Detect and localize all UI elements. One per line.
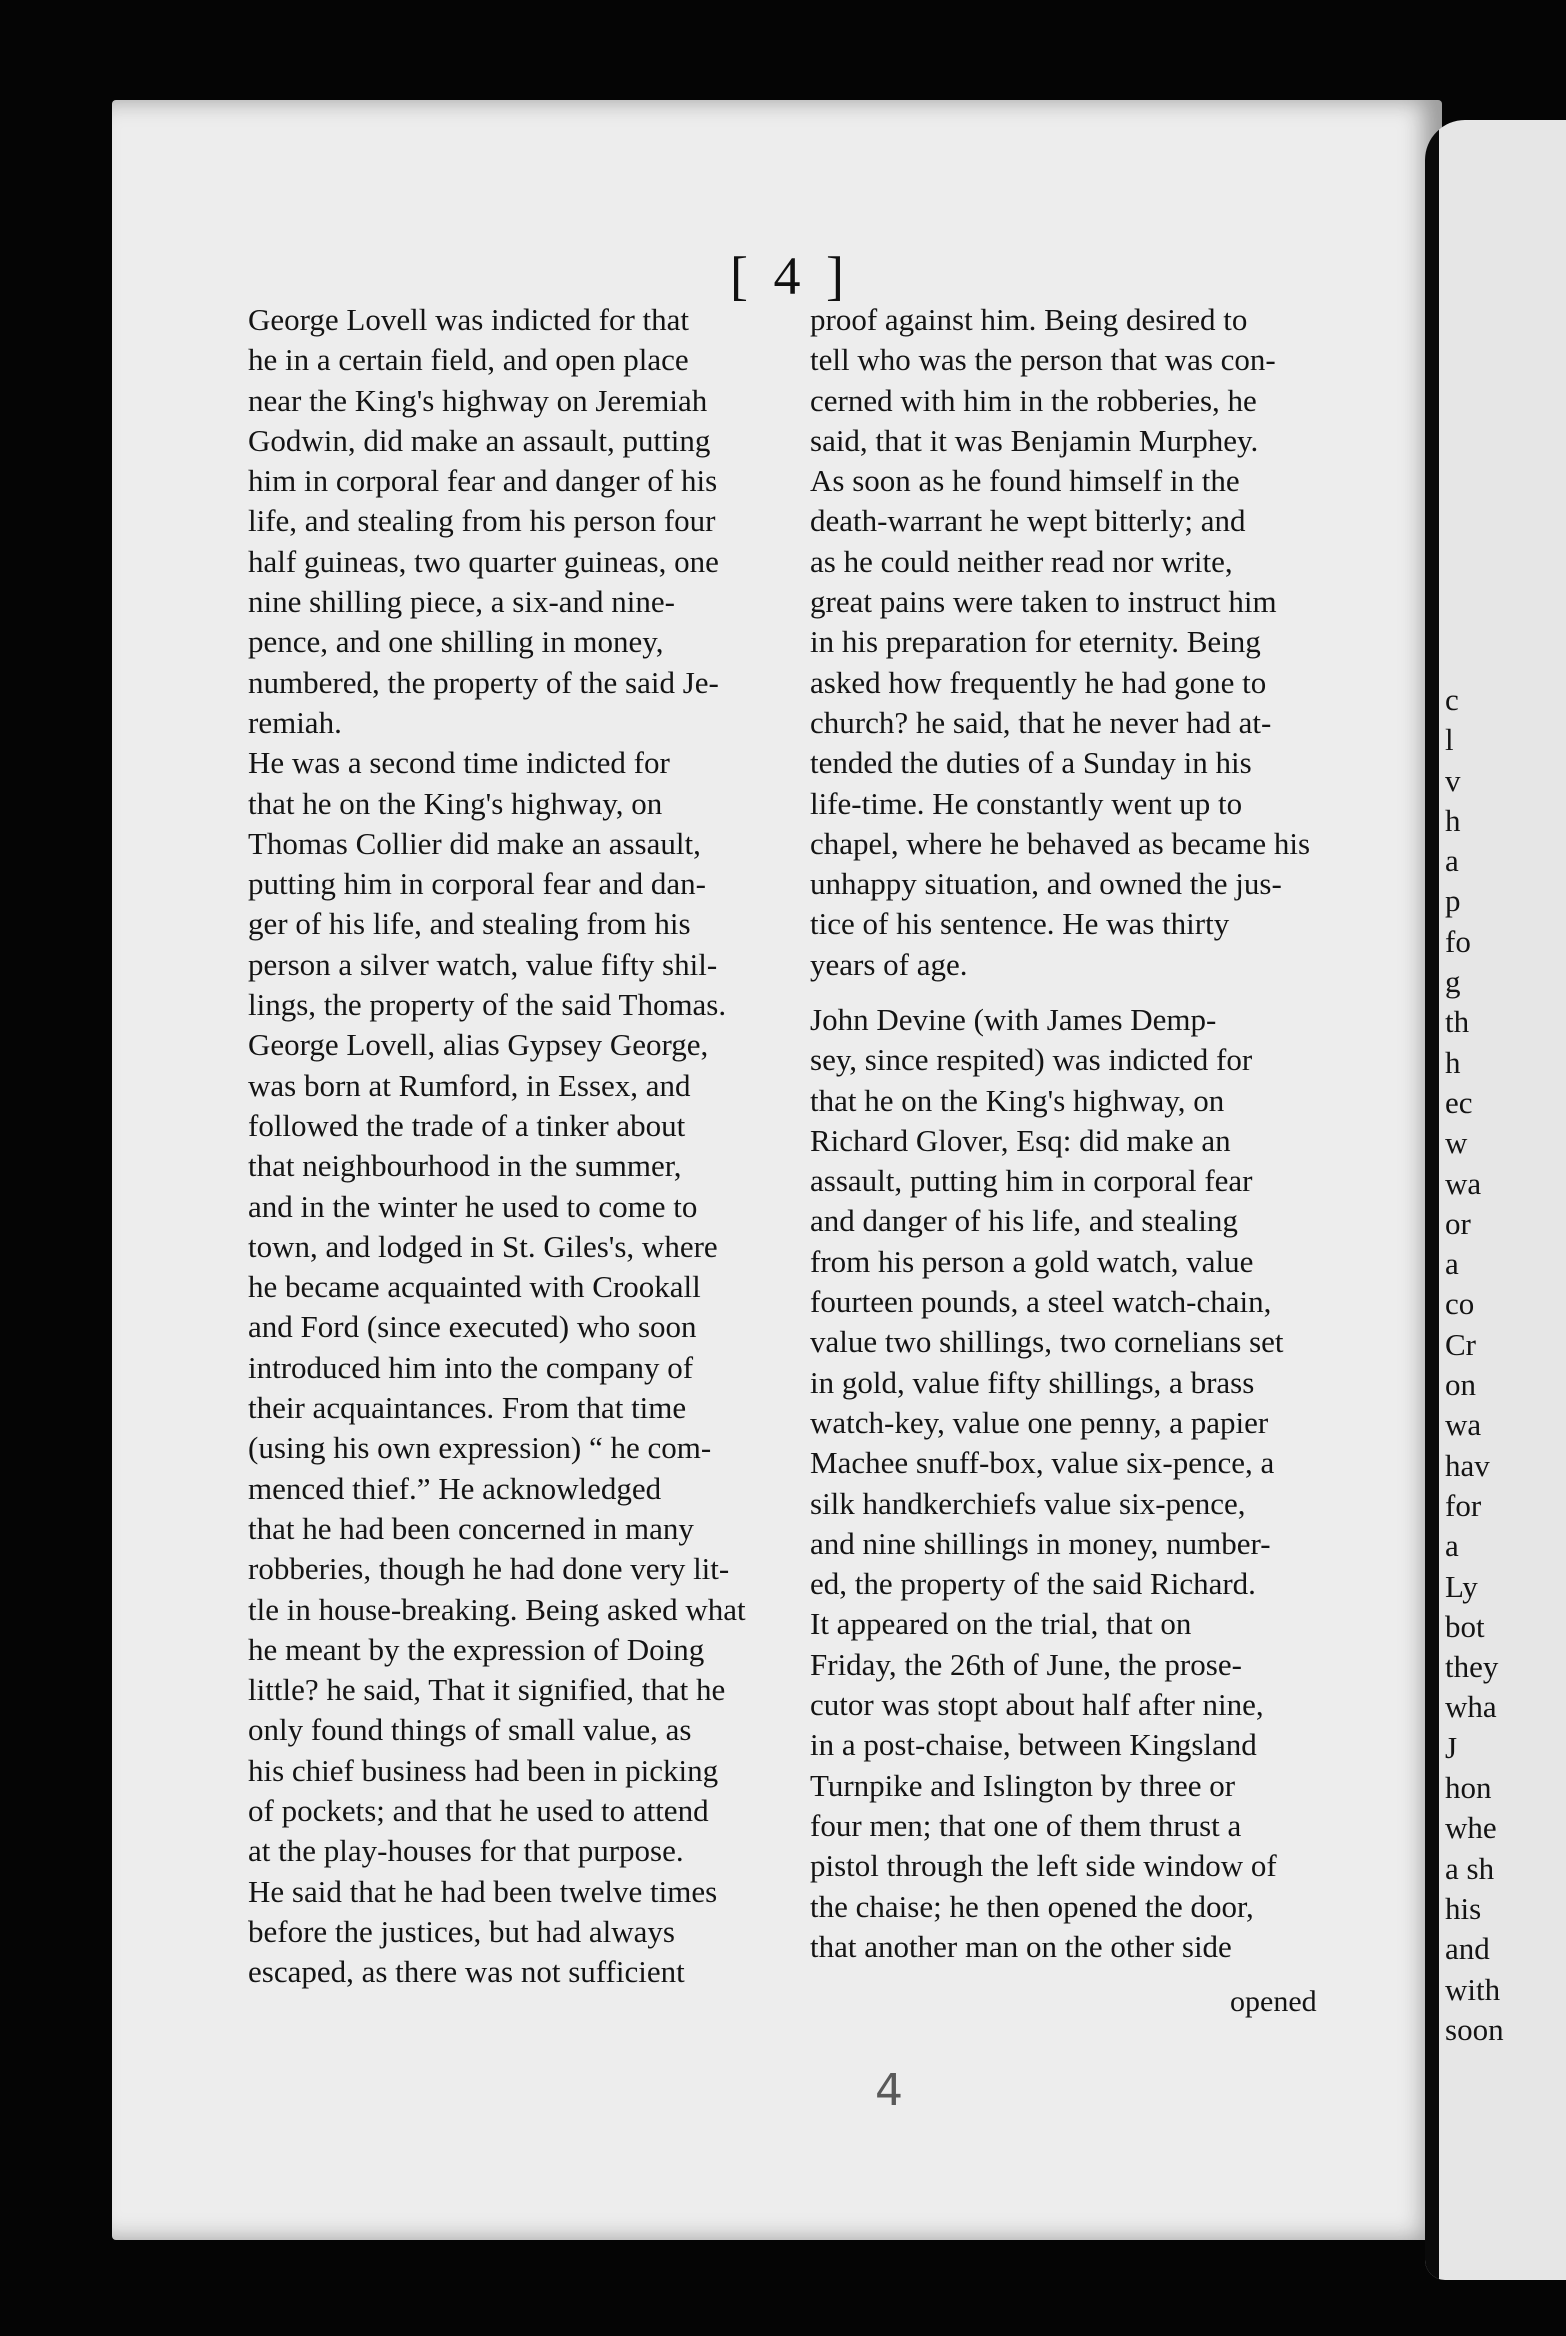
text-line: him in corporal fear and danger of his <box>248 463 718 499</box>
text-line: sey, since respited) was indicted for <box>810 1042 1253 1078</box>
text-line: in his preparation for eternity. Being <box>810 624 1261 660</box>
fragment-line: v <box>1445 762 1461 798</box>
text-line: great pains were taken to instruct him <box>810 584 1277 620</box>
text-line: death-warrant he wept bitterly; and <box>810 503 1246 539</box>
text-line: of pockets; and that he used to attend <box>248 1792 709 1828</box>
text-line: only found things of small value, as <box>248 1712 692 1748</box>
fragment-line: c <box>1445 682 1459 717</box>
fragment-line: Cr <box>1445 1326 1476 1362</box>
text-line: before the justices, but had always <box>248 1913 675 1949</box>
left-column-text <box>248 300 746 1992</box>
fragment-line: ec <box>1445 1084 1473 1120</box>
text-line: half guineas, two quarter guineas, one <box>248 543 719 579</box>
text-line: life-time. He constantly went up to <box>810 785 1243 821</box>
text-line: town, and lodged in St. Giles's, where <box>248 1228 718 1264</box>
fragment-line: Ly <box>1445 1568 1478 1604</box>
fragment-line: with <box>1445 1971 1501 2007</box>
text-line: that he on the King's highway, on <box>248 785 663 821</box>
text-line: As soon as he found himself in the <box>810 463 1240 499</box>
text-line: at the play-houses for that purpose. <box>248 1833 684 1869</box>
fragment-line: wha <box>1445 1689 1497 1725</box>
text-line: the chaise; he then opened the door, <box>810 1888 1254 1924</box>
text-line: near the King's highway on Jeremiah <box>248 382 708 418</box>
fragment-line: and <box>1445 1931 1490 1967</box>
right-column-top-text <box>810 300 1310 985</box>
text-line: Richard Glover, Esq: did make an <box>810 1122 1231 1158</box>
text-line: tle in house-breaking. Being asked what <box>248 1591 746 1627</box>
fragment-line: a <box>1445 1528 1459 1564</box>
text-line: ger of his life, and stealing from his <box>248 906 691 942</box>
text-line: pistol through the left side window of <box>810 1848 1277 1884</box>
text-line: remiah. <box>248 704 342 740</box>
text-line: four men; that one of them thrust a <box>810 1807 1242 1843</box>
fragment-line: l <box>1445 722 1454 758</box>
fragment-line: for <box>1445 1487 1482 1523</box>
text-line: he in a certain field, and open place <box>248 342 689 378</box>
fragment-line: hav <box>1445 1447 1490 1483</box>
text-line: George Lovell was indicted for that <box>248 302 690 337</box>
text-line: Turnpike and Islington by three or <box>810 1767 1236 1803</box>
text-line: He was a second time indicted for <box>248 745 670 781</box>
text-line: he meant by the expression of Doing <box>248 1631 705 1667</box>
text-line: He said that he had been twelve times <box>248 1873 718 1909</box>
fragment-line: p <box>1445 883 1461 919</box>
text-line: little? he said, That it signified, that he <box>248 1672 726 1708</box>
fragment-line: wa <box>1445 1165 1482 1201</box>
text-line: and nine shillings in money, number- <box>810 1525 1271 1561</box>
text-line: and Ford (since executed) who soon <box>248 1309 697 1345</box>
text-line: nine shilling piece, a six-and nine- <box>248 584 675 620</box>
text-line: from his person a gold watch, value <box>810 1243 1254 1279</box>
text-line: he became acquainted with Crookall <box>248 1269 701 1305</box>
text-line: chapel, where he behaved as became his <box>810 825 1311 861</box>
text-line: and danger of his life, and stealing <box>810 1203 1238 1239</box>
text-line: escaped, as there was not sufficient <box>248 1954 685 1990</box>
fragment-line: h <box>1445 802 1461 838</box>
text-line: proof against him. Being desired to <box>810 302 1248 337</box>
adjacent-page <box>1425 120 1566 2280</box>
text-line: his chief business had been in picking <box>248 1752 719 1788</box>
text-line: unhappy situation, and owned the jus- <box>810 866 1282 902</box>
adjacent-page-text <box>1445 680 1504 2050</box>
catchword: opened <box>1230 1985 1317 2018</box>
text-line: and in the winter he used to come to <box>248 1188 698 1224</box>
text-line: as he could neither read nor write, <box>810 543 1233 579</box>
text-line: assault, putting him in corporal fear <box>810 1163 1253 1199</box>
text-line: John Devine (with James Demp- <box>810 1002 1217 1037</box>
text-line: menced thief.” He acknowledged <box>248 1470 662 1506</box>
page-number: [ 4 ] <box>730 246 850 306</box>
text-line: silk handkerchiefs value six-pence, <box>810 1485 1246 1521</box>
text-line: pence, and one shilling in money, <box>248 624 664 660</box>
text-line: person a silver watch, value fifty shil- <box>248 946 718 982</box>
fragment-line: co <box>1445 1286 1475 1322</box>
text-line: in gold, value fifty shillings, a brass <box>810 1364 1255 1400</box>
fragment-line: a <box>1445 843 1459 879</box>
fragment-line: on <box>1445 1367 1476 1403</box>
fragment-line: bot <box>1445 1608 1485 1644</box>
fragment-line: a <box>1445 1246 1459 1282</box>
text-line: their acquaintances. From that time <box>248 1390 687 1426</box>
text-line: (using his own expression) “ he com- <box>248 1430 712 1466</box>
text-line: ed, the property of the said Richard. <box>810 1566 1256 1602</box>
text-line: that he had been concerned in many <box>248 1510 694 1546</box>
fragment-line: h <box>1445 1044 1461 1080</box>
text-line: that another man on the other side <box>810 1928 1232 1964</box>
fragment-line: they <box>1445 1649 1499 1685</box>
fragment-line: w <box>1445 1125 1468 1161</box>
fragment-line: hon <box>1445 1770 1492 1806</box>
text-line: robberies, though he had done very lit- <box>248 1551 730 1587</box>
fragment-line: fo <box>1445 923 1471 959</box>
text-line: Machee snuff-box, value six-pence, a <box>810 1445 1275 1481</box>
text-line: numbered, the property of the said Je- <box>248 664 719 700</box>
text-line: church? he said, that he never had at- <box>810 704 1272 740</box>
text-line: said, that it was Benjamin Murphey. <box>810 422 1259 458</box>
text-line: asked how frequently he had gone to <box>810 664 1267 700</box>
text-line: that neighbourhood in the summer, <box>248 1148 682 1184</box>
fragment-line: or <box>1445 1205 1471 1241</box>
text-line: was born at Rumford, in Essex, and <box>248 1067 691 1103</box>
text-line: introduced him into the company of <box>248 1349 694 1385</box>
text-line: cutor was stopt about half after nine, <box>810 1687 1264 1723</box>
text-line: that he on the King's highway, on <box>810 1082 1225 1118</box>
right-column-bottom-text <box>810 1000 1284 1967</box>
fragment-line: his <box>1445 1890 1482 1926</box>
text-line: lings, the property of the said Thomas. <box>248 987 727 1023</box>
fragment-line: wa <box>1445 1407 1482 1443</box>
text-line: followed the trade of a tinker about <box>248 1107 686 1143</box>
text-line: life, and stealing from his person four <box>248 503 716 539</box>
pencil-page-mark: 4 <box>875 2065 903 2116</box>
fragment-line: whe <box>1445 1810 1497 1846</box>
text-line: fourteen pounds, a steel watch-chain, <box>810 1284 1272 1320</box>
fragment-line: g <box>1445 964 1461 1000</box>
text-line: George Lovell, alias Gypsey George, <box>248 1027 709 1063</box>
text-line: tell who was the person that was con- <box>810 342 1276 378</box>
text-line: years of age. <box>810 946 968 982</box>
text-line: putting him in corporal fear and dan- <box>248 866 706 902</box>
text-line: It appeared on the trial, that on <box>810 1606 1192 1642</box>
text-line: tice of his sentence. He was thirty <box>810 906 1230 942</box>
text-line: tended the duties of a Sunday in his <box>810 745 1252 781</box>
fragment-line: soon <box>1445 2011 1504 2047</box>
page-gutter <box>1425 120 1439 2280</box>
text-line: in a post-chaise, between Kingsland <box>810 1727 1257 1763</box>
fragment-line: th <box>1445 1004 1470 1040</box>
text-line: cerned with him in the robberies, he <box>810 382 1257 418</box>
fragment-line: J <box>1445 1729 1458 1765</box>
text-line: watch-key, value one penny, a papier <box>810 1404 1269 1440</box>
fragment-line: a sh <box>1445 1850 1495 1886</box>
text-line: Friday, the 26th of June, the prose- <box>810 1646 1242 1682</box>
text-line: value two shillings, two cornelians set <box>810 1324 1284 1360</box>
text-line: Godwin, did make an assault, putting <box>248 422 711 458</box>
text-line: Thomas Collier did make an assault, <box>248 825 701 861</box>
